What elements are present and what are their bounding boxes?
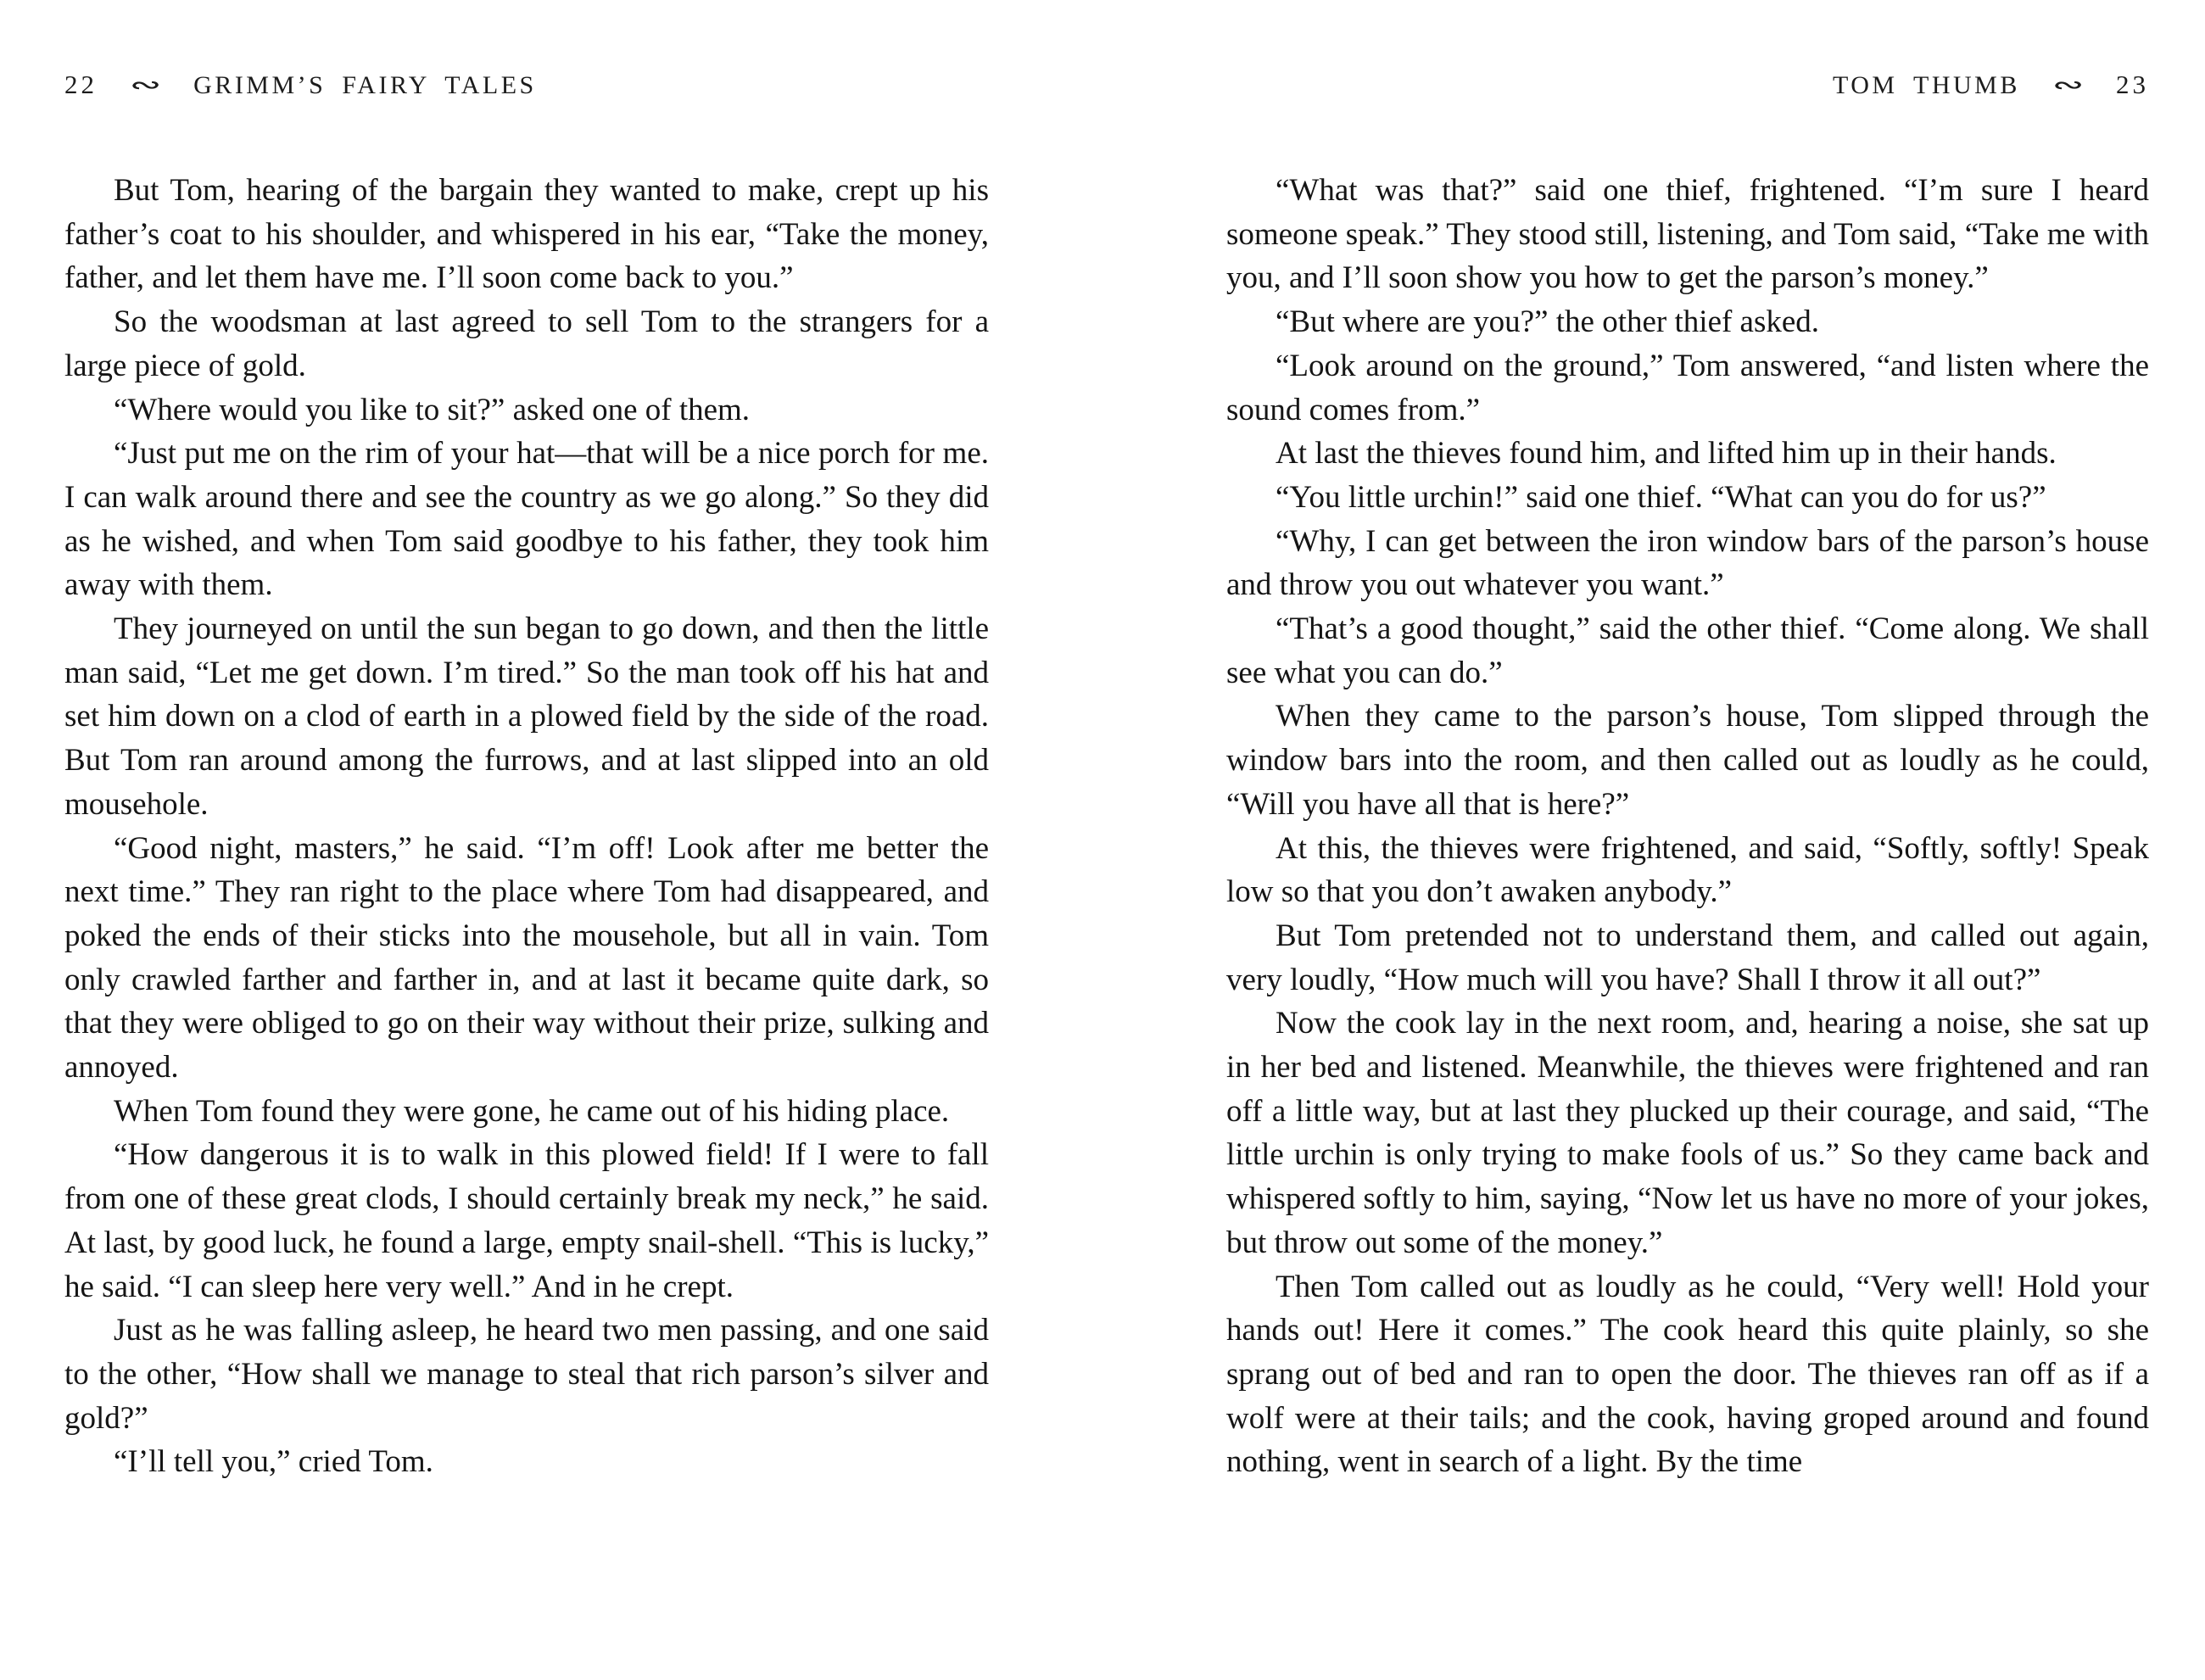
left-running-title: GRIMM’S FAIRY TALES <box>193 71 537 99</box>
paragraph: At this, the thieves were frightened, and said, “Softly, softly! Speak low so that you don’t awaken anybody.” <box>1226 830 2149 910</box>
paragraph: “But where are you?” the other thief asked. <box>1276 304 1820 340</box>
paragraph: “Why, I can get between the iron window bars of the parson’s house and throw you out whatever you want.” <box>1226 523 2149 603</box>
paragraph: At last the thieves found him, and lifted him up in their hands. <box>1276 436 2057 472</box>
paragraph: But Tom pretended not to understand them, and called out again, very loudly, “How much will you have? Shall I throw it all out?” <box>1226 918 2149 997</box>
paragraph: When they came to the parson’s house, Tom slipped through the window bars into the room, and then called out as loudly as he could, “Will you have all that is here?” <box>1226 699 2149 822</box>
left-page <box>64 70 989 1484</box>
paragraph: “Just put me on the rim of your hat—that will be a nice porch for me. I can walk around there and see the country as we go along.” So they did as he wished, and when Tom said goodbye to his father, they took him away with them. <box>64 436 989 603</box>
right-running-title: TOM THUMB <box>1832 71 2020 99</box>
paragraph: “How dangerous it is to walk in this plowed field! If I were to fall from one of these great clods, I should certainly break my neck,” he said. At last, by good luck, he found a large, empty snail-shell. “This is lucky,” he said. “I can sleep here very well.” And in he crept. <box>64 1137 989 1304</box>
paragraph: But Tom, hearing of the bargain they wanted to make, crept up his father’s coat to his shoulder, and whispered in his ear, “Take the money, father, and let them have me. I’ll soon come back to you.” <box>64 173 989 296</box>
right-page <box>1226 70 2149 1484</box>
right-page-number: 23 <box>2116 70 2149 99</box>
paragraph: Now the cook lay in the next room, and, hearing a noise, she sat up in her bed and listened. Meanwhile, the thieves were frightened and ran off a little way, but at last they plucked up their courage, and said, “The little urchin is only trying to make fools of us.” So they came back and whispered softly to him, saying, “Now let us have no more of your jokes, but throw out some of the money.” <box>1226 1006 2149 1260</box>
left-page-text-column <box>64 169 989 1484</box>
paragraph: “Good night, masters,” he said. “I’m off! Look after me better the next time.” They ran right to the place where Tom had disappeared, and poked the ends of their sticks into the mousehole, but all in vain. Tom only crawled farther and farther in, and at last it became quite dark, so that they were obliged to go on their way without their prize, sulking and annoyed. <box>64 830 989 1086</box>
paragraph: “I’ll tell you,” cried Tom. <box>114 1444 433 1480</box>
paragraph: “Where would you like to sit?” asked one of them. <box>114 392 751 427</box>
paragraph: Then Tom called out as loudly as he could, “Very well! Hold your hands out! Here it comes.” The cook heard this quite plainly, so she sprang out of bed and ran to open the door. The thieves ran off as if a wolf were at their tails; and the cook, having groped around and found nothing, went in search of a light. By the time <box>1226 1269 2149 1480</box>
left-running-header <box>64 70 989 101</box>
paragraph: “You little urchin!” said one thief. “What can you do for us?” <box>1276 479 2046 515</box>
paragraph: Just as he was falling asleep, he heard two men passing, and one said to the other, “How shall we manage to steal that rich parson’s silver and gold?” <box>64 1313 989 1436</box>
paragraph: “That’s a good thought,” said the other thief. “Come along. We shall see what you can do.” <box>1226 611 2149 690</box>
right-running-header <box>1226 70 2149 101</box>
left-page-number: 22 <box>64 70 98 99</box>
paragraph: So the woodsman at last agreed to sell Tom to the strangers for a large piece of gold. <box>64 304 989 383</box>
paragraph: They journeyed on until the sun began to go down, and then the little man said, “Let me get down. I’m tired.” So the man took off his hat and set him down on a clod of earth in a plowed field by the side of the road. But Tom ran around among the furrows, and at last slipped into an old mousehole. <box>64 611 989 822</box>
swash-ornament-icon: ∾ <box>2051 70 2085 100</box>
paragraph: “Look around on the ground,” Tom answered, “and listen where the sound comes from.” <box>1226 348 2149 427</box>
paragraph: When Tom found they were gone, he came out of his hiding place. <box>114 1093 950 1129</box>
right-page-text-column <box>1226 169 2149 1484</box>
paragraph: “What was that?” said one thief, frightened. “I’m sure I heard someone speak.” They stood still, listening, and Tom said, “Take me with you, and I’ll soon show you how to get the parson’s money.” <box>1226 173 2149 296</box>
swash-ornament-icon: ∾ <box>129 70 162 100</box>
